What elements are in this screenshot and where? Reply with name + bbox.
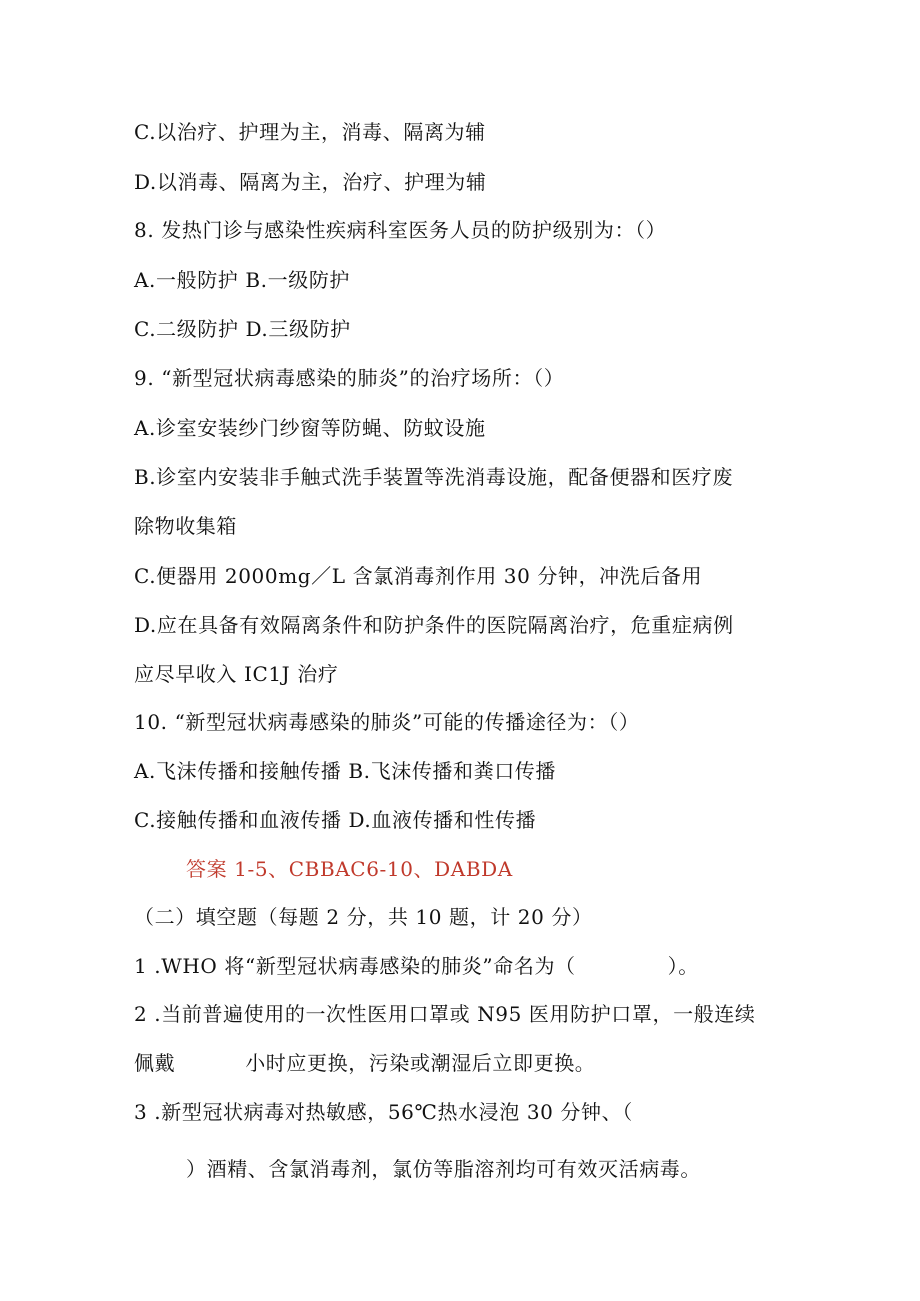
fill-q1-close: ）。 (667, 954, 699, 978)
q9-option-b-line1: B.诊室内安装非手触式洗手装置等洗消毒设施，配备便器和医疗废 (134, 465, 734, 489)
q9-option-d-line2: 应尽早收入 IC1J 治疗 (134, 662, 339, 686)
q10-options-cd: C.接触传播和血液传播 D.血液传播和性传播 (134, 808, 537, 832)
q7-option-c: C.以治疗、护理为主，消毒、隔离为辅 (134, 120, 486, 144)
fill-question-2-line2 (134, 1049, 595, 1077)
fill-question-2-line1: 2 .当前普遍使用的一次性医用口罩或 N95 医用防护口罩，一般连续 (134, 1002, 756, 1026)
fill-question-1 (134, 952, 699, 980)
fill-question-3-line1: 3 .新型冠状病毒对热敏感，56℃热水浸泡 30 分钟、（ (134, 1100, 633, 1124)
q9-option-d-line1: D.应在具备有效隔离条件和防护条件的医院隔离治疗，危重症病例 (134, 613, 734, 637)
question-9: 9. “新型冠状病毒感染的肺炎”的治疗场所：（） (134, 366, 565, 390)
fill-question-3-line2: ）酒精、含氯消毒剂，氯仿等脂溶剂均可有效灭活病毒。 (186, 1157, 701, 1181)
answer-key: 答案 1-5、CBBAC6-10、DABDA (186, 857, 513, 881)
fill-q2-suffix: 小时应更换，污染或潮湿后立即更换。 (245, 1051, 596, 1075)
question-10: 10. “新型冠状病毒感染的肺炎”可能的传播途径为：（） (134, 710, 640, 734)
fill-q1-text: 1 .WHO 将“新型冠状病毒感染的肺炎”命名为（ (134, 954, 576, 978)
fill-q2-prefix: 佩戴 (134, 1051, 176, 1075)
q9-option-c: C.便器用 2000mg／L 含氯消毒剂作用 30 分钟，冲洗后备用 (134, 564, 703, 588)
q9-option-b-line2: 除物收集箱 (134, 514, 237, 538)
question-8: 8. 发热门诊与感染性疾病科室医务人员的防护级别为：（） (134, 218, 667, 242)
q7-option-d: D.以消毒、隔离为主，治疗、护理为辅 (134, 170, 487, 194)
q9-option-a: A.诊室安装纱门纱窗等防蝇、防蚊设施 (134, 416, 486, 440)
q10-options-ab: A.飞沫传播和接触传播 B.飞沫传播和粪口传播 (134, 759, 557, 783)
section-heading-fill-in: （二）填空题（每题 2 分，共 10 题，计 20 分） (134, 905, 593, 929)
q8-options-ab: A.一般防护 B.一级防护 (134, 268, 351, 292)
q8-options-cd: C.二级防护 D.三级防护 (134, 317, 351, 341)
